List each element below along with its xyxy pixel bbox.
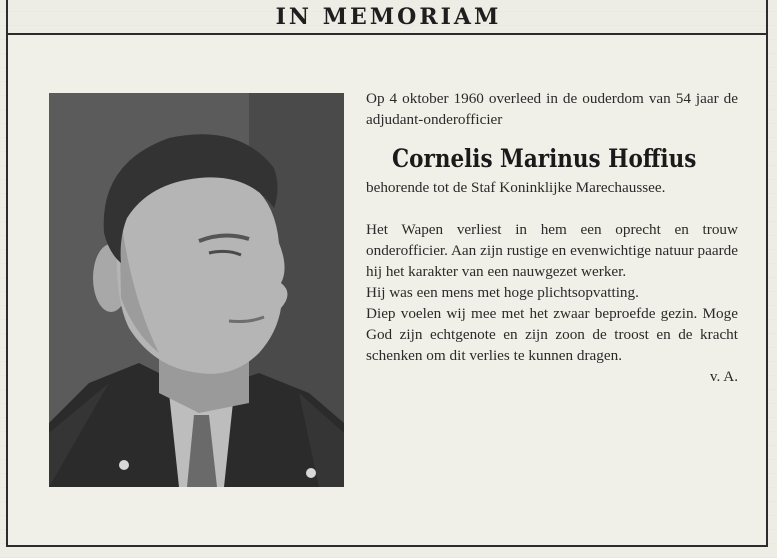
deceased-name: Cornelis Marinus Hoffius xyxy=(392,144,697,173)
signature: v. A. xyxy=(709,368,738,385)
intro-text: Op 4 oktober 1960 overleed in de ouderdom van 54 jaar de adjudant-onderofficier xyxy=(366,90,738,128)
tribute-paragraph: Het Wapen verliest in hem een oprecht en trouw onderofficier. Aan zijn rustige en evenwichtige natuur paarde hij het karakter van een nauwgezet werker. xyxy=(366,221,738,280)
memorial-text xyxy=(366,88,738,387)
memoriam-heading: IN MEMORIAM xyxy=(275,4,502,30)
portrait-photo xyxy=(49,93,344,487)
unit-text: behorende tot de Staf Koninklijke Marechaussee. xyxy=(366,179,666,196)
duty-line: Hij was een mens met hoge plichtsopvatting. xyxy=(366,284,639,301)
condolence-paragraph: Diep voelen wij mee met het zwaar beproefde gezin. Moge God zijn echtgenote en zijn zoon de troost en de kracht schenken om dit verlies te kunnen dragen. xyxy=(366,305,738,364)
